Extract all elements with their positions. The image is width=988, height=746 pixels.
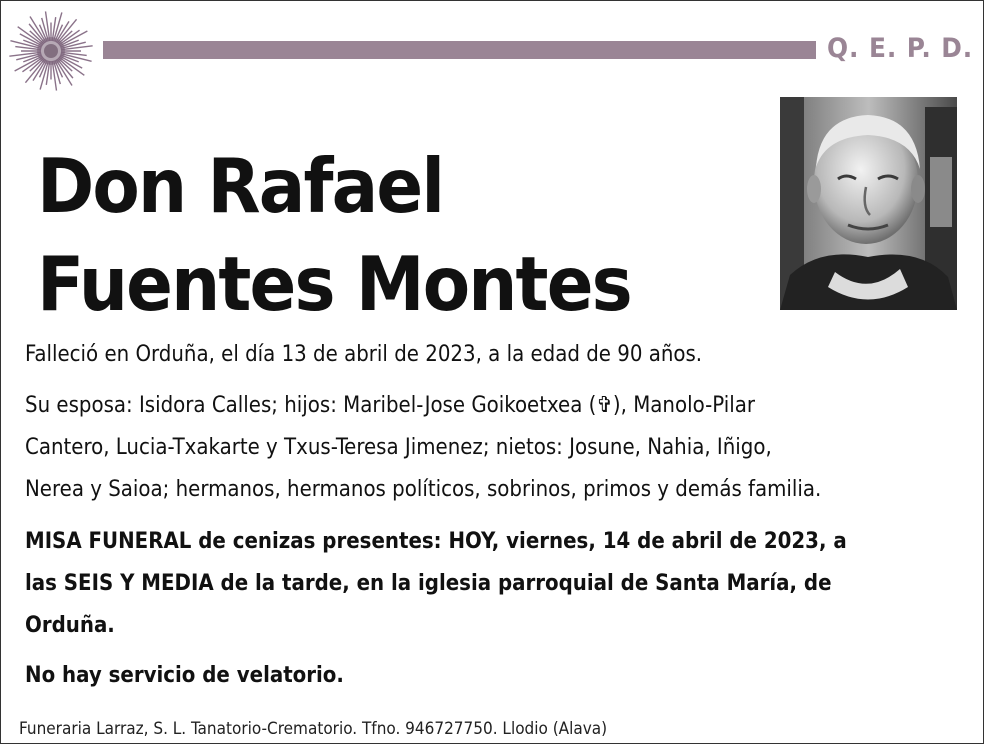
family-list: [25, 385, 960, 511]
name-line-1: Don Rafael: [37, 142, 444, 230]
portrait-photo: [780, 97, 957, 310]
deceased-name: [37, 137, 631, 333]
qepd-label: Q. E. P. D.: [827, 33, 974, 64]
funeral-line: las SEIS Y MEDIA de la tarde, en la iglesia parroquial de Santa María, de: [25, 571, 832, 596]
no-wake-notice: No hay servicio de velatorio.: [25, 663, 344, 688]
family-line: Nerea y Saioa; hermanos, hermanos políticos, sobrinos, primos y demás familia.: [25, 477, 822, 502]
funeral-mass: [25, 521, 960, 647]
funeral-line: Orduña.: [25, 613, 115, 638]
family-line: Su esposa: Isidora Calles; hijos: Maribel-Jose Goikoetxea (✞), Manolo-Pilar: [25, 393, 755, 418]
family-line: Cantero, Lucia-Txakarte y Txus-Teresa Jimenez; nietos: Josune, Nahia, Iñigo,: [25, 435, 772, 460]
name-line-2: Fuentes Montes: [37, 240, 631, 328]
death-notice: Falleció en Orduña, el día 13 de abril de 2023, a la edad de 90 años.: [25, 342, 703, 367]
thistle-flower-icon: [7, 11, 95, 95]
funeral-home-footer: Funeraria Larraz, S. L. Tanatorio-Crematorio. Tfno. 946727750. Llodio (Alava): [19, 719, 608, 739]
header-bar: [103, 41, 816, 59]
funeral-line: MISA FUNERAL de cenizas presentes: HOY, viernes, 14 de abril de 2023, a: [25, 529, 847, 554]
